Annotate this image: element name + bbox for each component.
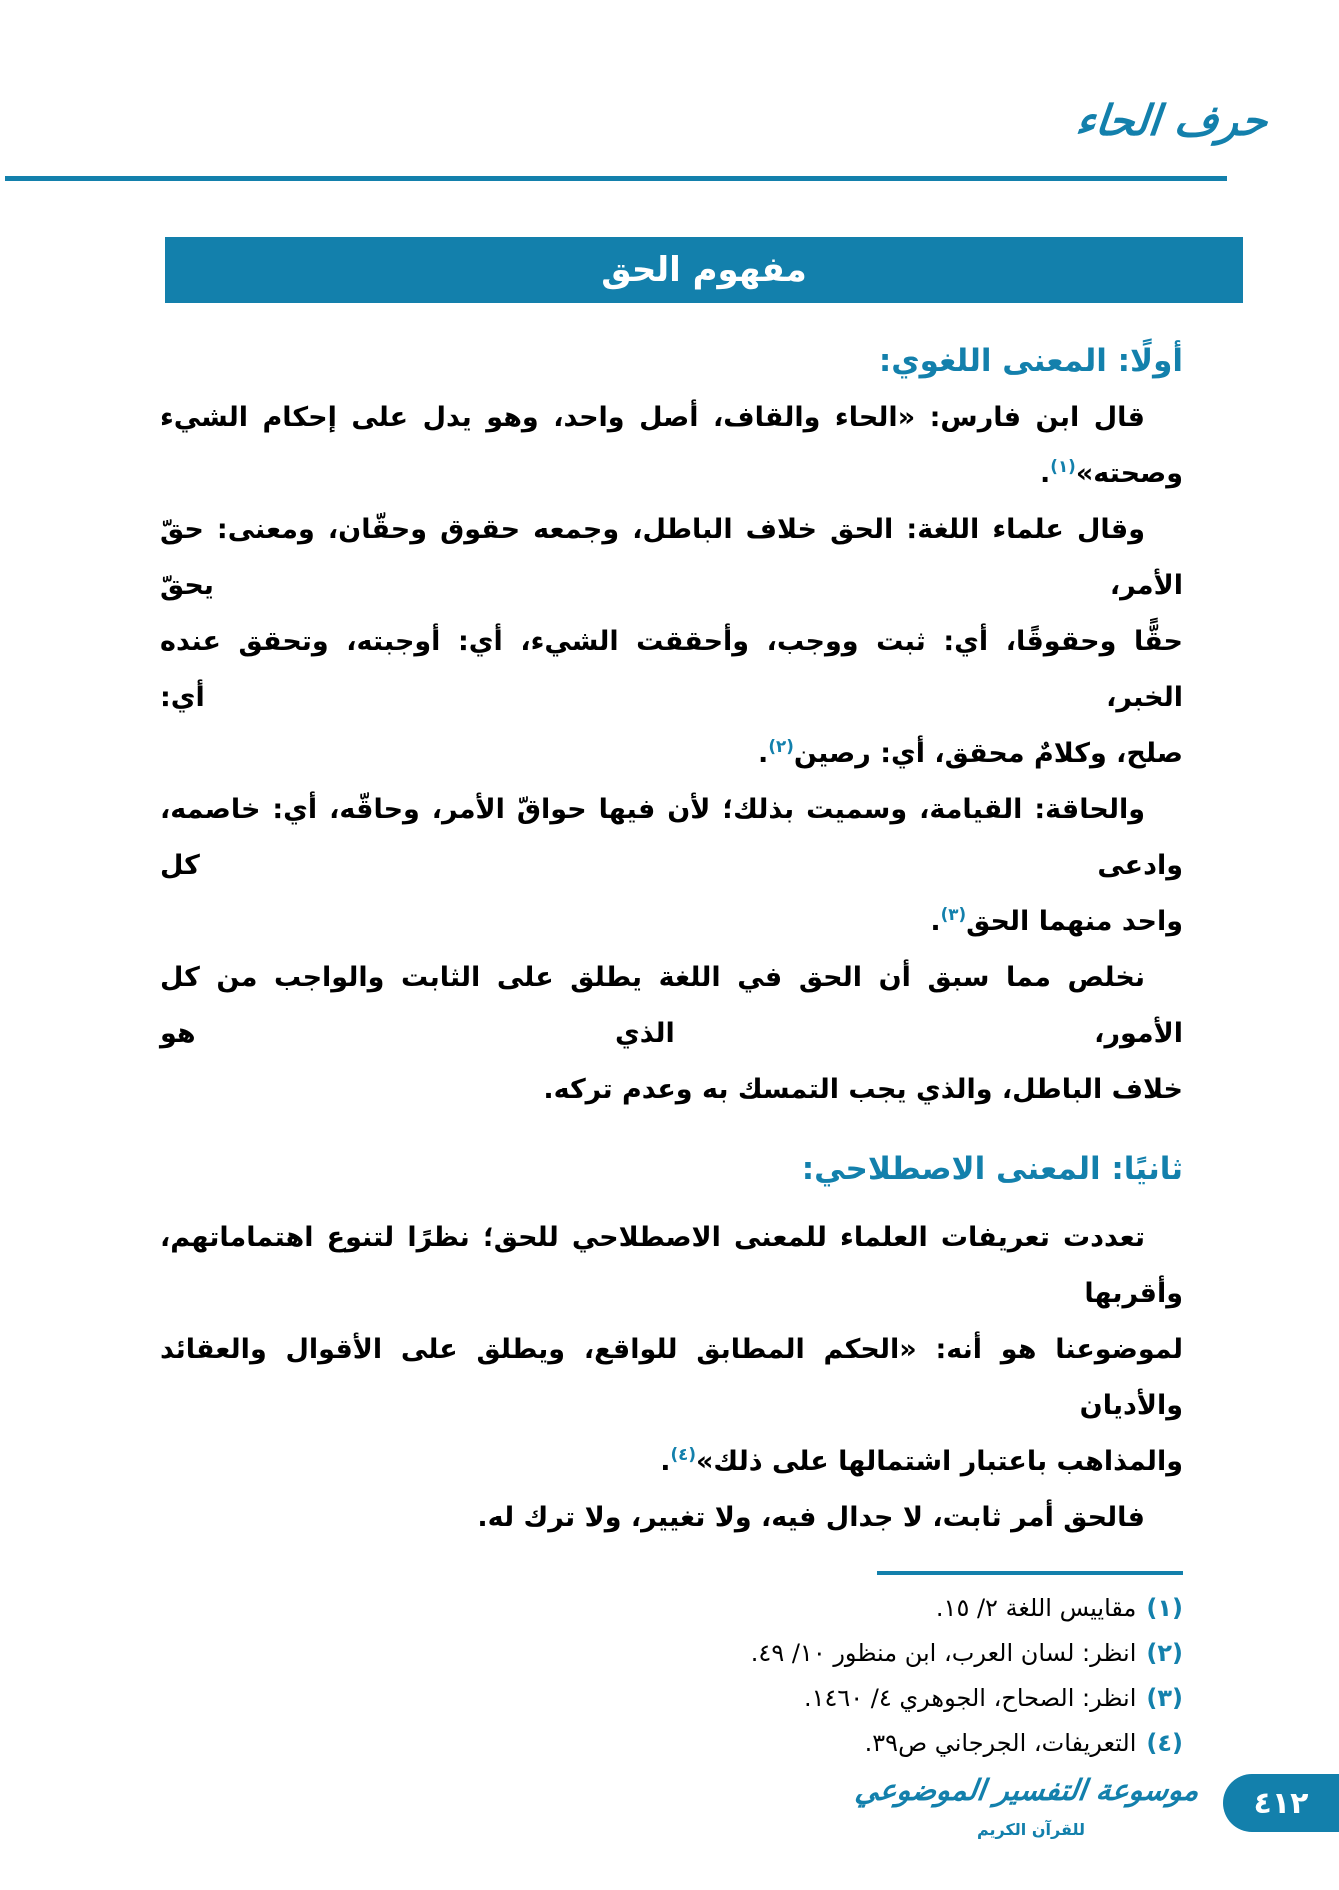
paragraph-text: صلح، وكلامٌ محقق، أي: رصين	[793, 738, 1183, 769]
footnote-ref-1: (١)	[1050, 456, 1076, 476]
sentence-period: .	[758, 738, 769, 769]
paragraph-text: واحد منهما الحق	[966, 906, 1183, 937]
sentence-period: .	[660, 1446, 671, 1477]
chapter-title-calligraphy: حرف الحاء	[1073, 96, 1270, 145]
page-number: ٤١٢	[1253, 1785, 1309, 1821]
footnote-number: (٤)	[1146, 1729, 1183, 1757]
footnote-ref-3: (٣)	[940, 904, 967, 924]
footnote-text: انظر: لسان العرب، ابن منظور ١٠/ ٤٩.	[750, 1639, 1137, 1667]
paragraph-line	[160, 390, 1183, 502]
footnote-row	[160, 1586, 1183, 1631]
header-rule	[5, 176, 1227, 181]
footnotes-block	[160, 1586, 1183, 1766]
footnote-number: (٢)	[1146, 1639, 1183, 1667]
encyclopedia-logo-main-calligraphy: موسوعة التفسير الموضوعي	[853, 1773, 1202, 1807]
paragraph-line: حقًّا وحقوقًا، أي: ثبت ووجب، وأحققت الشيء، أي: أوجبته، وتحقق عنده الخبر، أي:	[160, 626, 1183, 713]
paragraph-line: فالحق أمر ثابت، لا جدال فيه، ولا تغيير، ولا ترك له.	[477, 1502, 1145, 1533]
footnote-text: مقاييس اللغة ٢/ ١٥.	[935, 1594, 1137, 1622]
encyclopedia-logo-sub-calligraphy: للقرآن الكريم	[976, 1820, 1086, 1839]
section-banner	[165, 237, 1243, 303]
paragraph-line: وقال علماء اللغة: الحق خلاف الباطل، وجمعه حقوق وحقّان، ومعنى: حقّ الأمر، يحقّ	[160, 514, 1183, 601]
paragraph-line: لموضوعنا هو أنه: «الحكم المطابق للواقع، ويطلق على الأقوال والعقائد والأديان	[160, 1334, 1183, 1421]
paragraph-line	[160, 1434, 1183, 1490]
footnote-row	[160, 1631, 1183, 1676]
sentence-period: .	[1040, 458, 1051, 489]
paragraph-line	[160, 894, 1183, 950]
footnote-row	[160, 1676, 1183, 1721]
encyclopedia-logo	[853, 1760, 1202, 1840]
footnote-number: (١)	[1146, 1594, 1183, 1622]
footnote-number: (٣)	[1146, 1684, 1183, 1712]
paragraph-line	[160, 726, 1183, 782]
footnote-ref-2: (٢)	[768, 736, 794, 756]
footnote-text: التعريفات، الجرجاني ص٣٩.	[864, 1729, 1137, 1757]
footnote-ref-4: (٤)	[670, 1444, 696, 1464]
paragraph-text: قال ابن فارس: «الحاء والقاف، أصل واحد، وهو يدل على إحكام الشيء وصحته»	[160, 402, 1183, 489]
paragraph-line: نخلص مما سبق أن الحق في اللغة يطلق على الثابت والواجب من كل الأمور، الذي هو	[160, 962, 1183, 1049]
footnote-separator-rule	[877, 1571, 1183, 1575]
paragraph-line: والحاقة: القيامة، وسميت بذلك؛ لأن فيها حواقّ الأمر، وحاقّه، أي: خاصمه، وادعى كل	[160, 794, 1183, 881]
sentence-period: .	[930, 906, 941, 937]
paragraph-line: خلاف الباطل، والذي يجب التمسك به وعدم تركه.	[543, 1074, 1183, 1105]
paragraph-text: والمذاهب باعتبار اشتمالها على ذلك»	[695, 1446, 1183, 1477]
heading-linguistic-meaning: أولًا: المعنى اللغوي:	[878, 343, 1183, 379]
paragraph-line: تعددت تعريفات العلماء للمعنى الاصطلاحي للحق؛ نظرًا لتنوع اهتماماتهم، وأقربها	[160, 1222, 1183, 1309]
heading-terminological-meaning: ثانيًا: المعنى الاصطلاحي:	[801, 1151, 1183, 1187]
footnote-text: انظر: الصحاح، الجوهري ٤/ ١٤٦٠.	[803, 1684, 1137, 1712]
page-number-pill	[1223, 1774, 1339, 1832]
section-banner-title: مفهوم الحق	[601, 250, 807, 290]
main-text-column	[160, 332, 1183, 1546]
